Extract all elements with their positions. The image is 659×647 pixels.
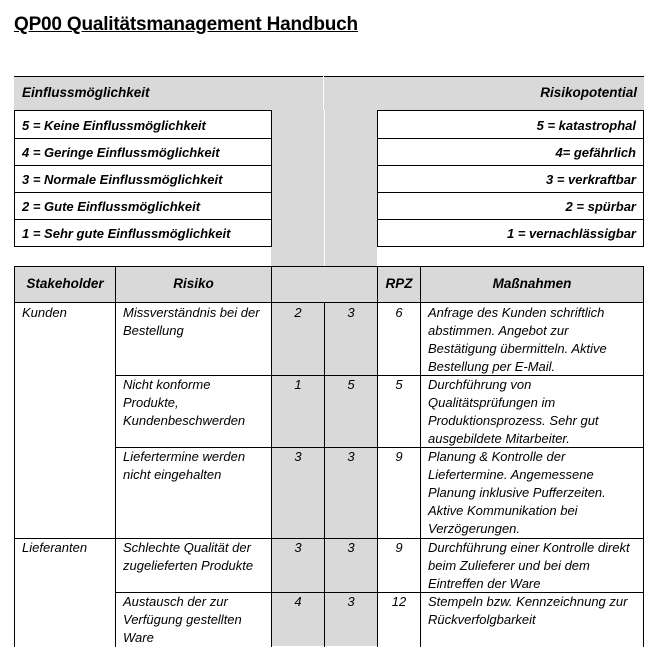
row5-einfluss: 4 xyxy=(294,594,302,609)
row1-measures: Anfrage des Kunden schriftlich abstimmen. Angebot zur Bestätigung übermitteln. Aktive Bestellung per E-Mail. xyxy=(428,305,607,374)
potential-level-2: 2 = spürbar xyxy=(565,199,636,214)
header-rpz: RPZ xyxy=(385,276,413,291)
einfluss-level-5: 5 = Keine Einflussmöglichkeit xyxy=(22,118,206,133)
row4-potential: 3 xyxy=(347,540,355,555)
row2-einfluss: 1 xyxy=(294,377,302,392)
potential-level-4: 4= gefährlich xyxy=(555,145,636,160)
einfluss-level-2: 2 = Gute Einflussmöglichkeit xyxy=(22,199,201,214)
potential-level-1: 1 = vernachlässigbar xyxy=(507,226,636,241)
einfluss-level-3: 3 = Normale Einflussmöglichkeit xyxy=(22,172,223,187)
header-stakeholder: Stakeholder xyxy=(26,276,104,291)
potential-level-5: 5 = katastrophal xyxy=(536,118,636,133)
row5-measures: Stempeln bzw. Kennzeichnung zur Rückverfolgbarkeit xyxy=(428,594,628,627)
einfluss-level-list xyxy=(14,110,272,247)
row1-rpz: 6 xyxy=(395,305,403,320)
potential-level-list xyxy=(377,110,644,247)
row5-potential: 3 xyxy=(347,594,355,609)
row1-stakeholder: Kunden xyxy=(22,305,67,320)
risikopotential-header: Risikopotential xyxy=(540,85,637,100)
row2-risk: Nicht konforme Produkte, Kundenbeschwerden xyxy=(123,377,246,428)
row4-risk: Schlechte Qualität der zugelieferten Produkte xyxy=(123,540,254,573)
row5-rpz: 12 xyxy=(391,594,407,609)
row4-stakeholder: Lieferanten xyxy=(22,540,88,555)
row3-potential: 3 xyxy=(347,449,355,464)
row4-rpz: 9 xyxy=(395,540,403,555)
row2-rpz: 5 xyxy=(395,377,403,392)
row3-risk: Liefertermine werden nicht eingehalten xyxy=(123,449,246,482)
row3-measures: Planung & Kontrolle der Liefertermine. Angemessene Planung inklusive Pufferzeiten. Aktive Kommunikation bei Verzögerungen. xyxy=(428,449,606,536)
row4-measures: Durchführung einer Kontrolle direkt beim Zulieferer und bei dem Eintreffen der Ware xyxy=(428,540,630,591)
row4-einfluss: 3 xyxy=(294,540,302,555)
header-massnahmen: Maßnahmen xyxy=(492,276,572,291)
row1-risk: Missverständnis bei der Bestellung xyxy=(123,305,260,338)
header-risiko: Risiko xyxy=(173,276,214,291)
einflussmoeglichkeit-header: Einflussmöglichkeit xyxy=(22,85,150,100)
row1-potential: 3 xyxy=(347,305,355,320)
row2-potential: 5 xyxy=(347,377,355,392)
row2-measures: Durchführung von Qualitätsprüfungen im Produktionsprozess. Sehr gut ausgebildete Mitarbeiter. xyxy=(428,377,599,446)
row1-einfluss: 2 xyxy=(294,305,302,320)
einfluss-level-4: 4 = Geringe Einflussmöglichkeit xyxy=(22,145,220,160)
document-title: QP00 Qualitätsmanagement Handbuch xyxy=(14,14,358,35)
row5-risk: Austausch der zur Verfügung gestellten Ware xyxy=(123,594,242,645)
potential-level-3: 3 = verkraftbar xyxy=(546,172,636,187)
row3-rpz: 9 xyxy=(395,449,403,464)
einfluss-level-1: 1 = Sehr gute Einflussmöglichkeit xyxy=(22,226,231,241)
row3-einfluss: 3 xyxy=(294,449,302,464)
